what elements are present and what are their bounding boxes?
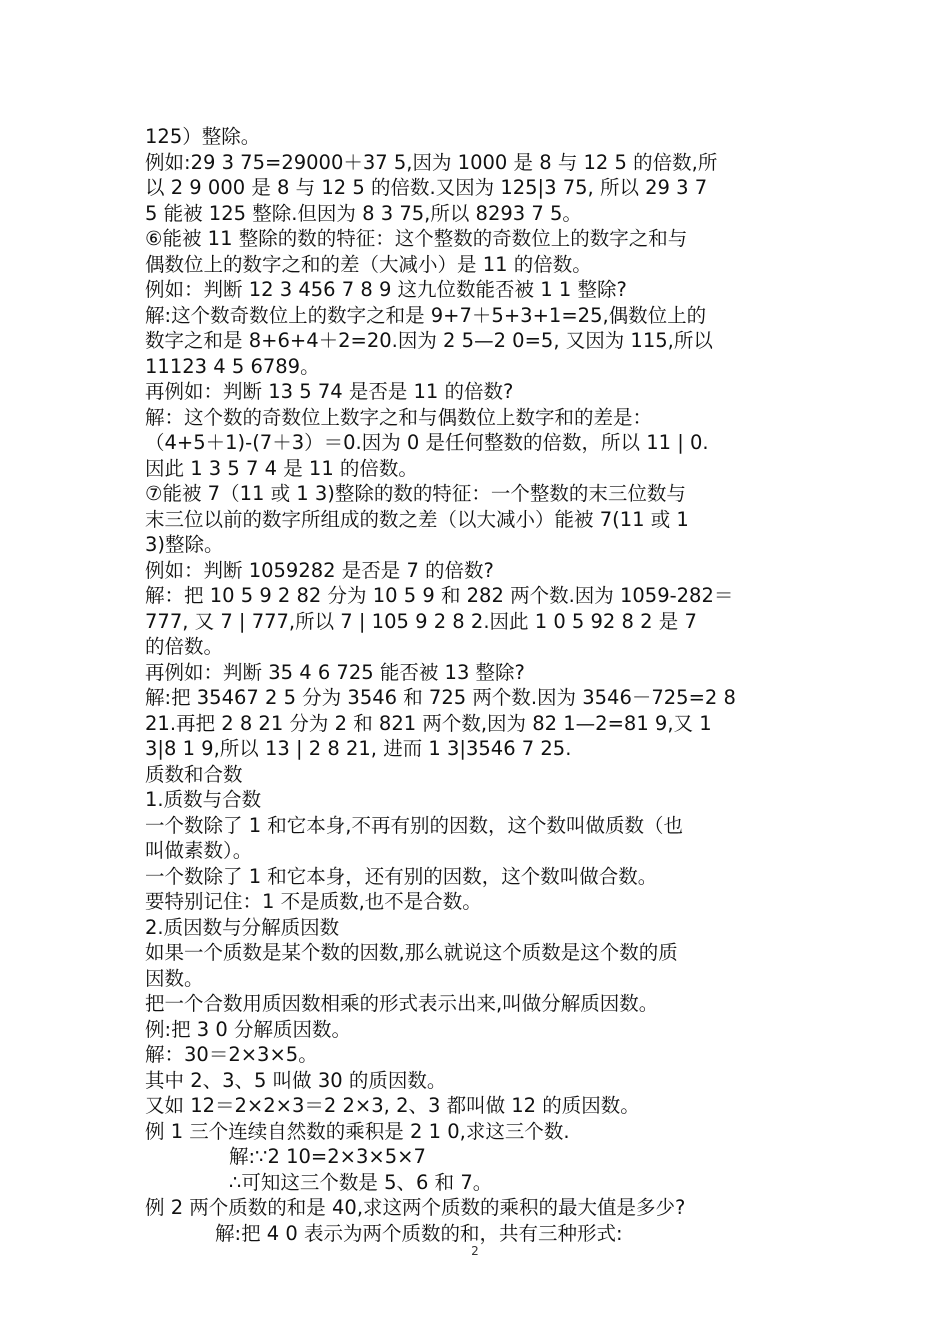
text-line: 5 能被 125 整除.但因为 8 3 75,所以 8293 7 5。: [145, 201, 582, 225]
text-line: 解：30＝2×3×5。: [145, 1043, 318, 1066]
text-line: ⑥能被 11 整除的数的特征：这个整数的奇数位上的数字之和与: [145, 227, 688, 250]
document-body: [145, 124, 810, 1246]
text-line: 的倍数。: [145, 635, 224, 658]
text-line: 例:把 3 0 分解质因数。: [145, 1017, 351, 1041]
text-line: 如果一个质数是某个数的因数,那么就说这个质数是这个数的质: [145, 941, 678, 964]
text-line: 再例如：判断 35 4 6 725 能否被 13 整除?: [145, 660, 525, 684]
text-line: 例如：判断 12 3 456 7 8 9 这九位数能否被 1 1 整除?: [145, 278, 627, 301]
text-line: 一个数除了 1 和它本身,不再有别的因数，这个数叫做质数（也: [145, 813, 684, 837]
section-heading: 质数和合数: [145, 762, 243, 786]
text-line: 要特别记住：1 不是质数,也不是合数。: [145, 890, 482, 913]
text-line: 21.再把 2 8 21 分为 2 和 821 两个数,因为 82 1—2=81 9,又 1: [145, 711, 712, 735]
text-line: 解:这个数奇数位上的数字之和是 9+7＋5+3+1=25,偶数位上的: [145, 303, 707, 327]
text-line: 解：这个数的奇数位上数字之和与偶数位上数字和的差是：: [145, 405, 653, 429]
text-line: 125）整除。: [145, 125, 261, 148]
text-line: 解:把 35467 2 5 分为 3546 和 725 两个数.因为 3546－725=2 8: [145, 686, 736, 709]
text-line: 因此 1 3 5 7 4 是 11 的倍数。: [145, 456, 418, 480]
text-line: 末三位以前的数字所组成的数之差（以大减小）能被 7(11 或 1: [145, 507, 689, 531]
text-line: 11123 4 5 6789。: [145, 354, 320, 378]
text-line: 因数。: [145, 966, 204, 990]
text-line: 3|8 1 9,所以 13 | 2 8 21, 进而 1 3|3546 7 25.: [145, 737, 572, 760]
text-line: 其中 2、3、5 叫做 30 的质因数。: [145, 1068, 447, 1092]
text-line: 例 2 两个质数的和是 40,求这两个质数的乘积的最大值是多少?: [145, 1196, 686, 1219]
text-line: 一个数除了 1 和它本身，还有别的因数，这个数叫做合数。: [145, 864, 658, 888]
subsection-heading: 2.质因数与分解质因数: [145, 915, 340, 939]
text-line: 3)整除。: [145, 533, 224, 556]
text-line: 例 1 三个连续自然数的乘积是 2 1 0,求这三个数.: [145, 1119, 570, 1143]
text-line: 777, 又 7 | 777,所以 7 | 105 9 2 8 2.因此 1 0 5 92 8 2 是 7: [145, 609, 697, 633]
text-line: 数字之和是 8+6+4＋2=20.因为 2 5—2 0=5, 又因为 115,所以: [145, 329, 713, 352]
text-line: 又如 12＝2×2×3＝2 2×3, 2、3 都叫做 12 的质因数。: [145, 1094, 640, 1117]
text-line: 叫做素数）。: [145, 839, 253, 862]
text-line: ⑦能被 7（11 或 1 3)整除的数的特征：一个整数的末三位数与: [145, 482, 686, 505]
text-line: 解：把 10 5 9 2 82 分为 10 5 9 和 282 两个数.因为 1059-282＝: [145, 584, 734, 607]
text-line: 再例如：判断 13 5 74 是否是 11 的倍数?: [145, 380, 514, 403]
text-line: 解:∵2 10=2×3×5×7: [229, 1145, 426, 1168]
text-line: ∴可知这三个数是 5、6 和 7。: [229, 1170, 493, 1194]
text-line: （4+5＋1)-(7＋3）＝0.因为 0 是任何整数的倍数，所以 11 | 0.: [145, 431, 709, 454]
text-line: 例如：判断 1059282 是否是 7 的倍数?: [145, 558, 494, 582]
text-line: 把一个合数用质因数相乘的形式表示出来,叫做分解质因数。: [145, 992, 659, 1015]
text-line: 偶数位上的数字之和的差（大减小）是 11 的倍数。: [145, 252, 592, 276]
text-line: 解:把 4 0 表示为两个质数的和，共有三种形式:: [215, 1221, 623, 1245]
subsection-heading: 1.质数与合数: [145, 788, 262, 811]
page-number: 2: [471, 1244, 479, 1258]
text-line: 以 2 9 000 是 8 与 12 5 的倍数.又因为 125|3 75, 所以 29 3 7: [145, 176, 708, 199]
text-line: 例如:29 3 75=29000＋37 5,因为 1000 是 8 与 12 5 的倍数,所: [145, 150, 718, 174]
